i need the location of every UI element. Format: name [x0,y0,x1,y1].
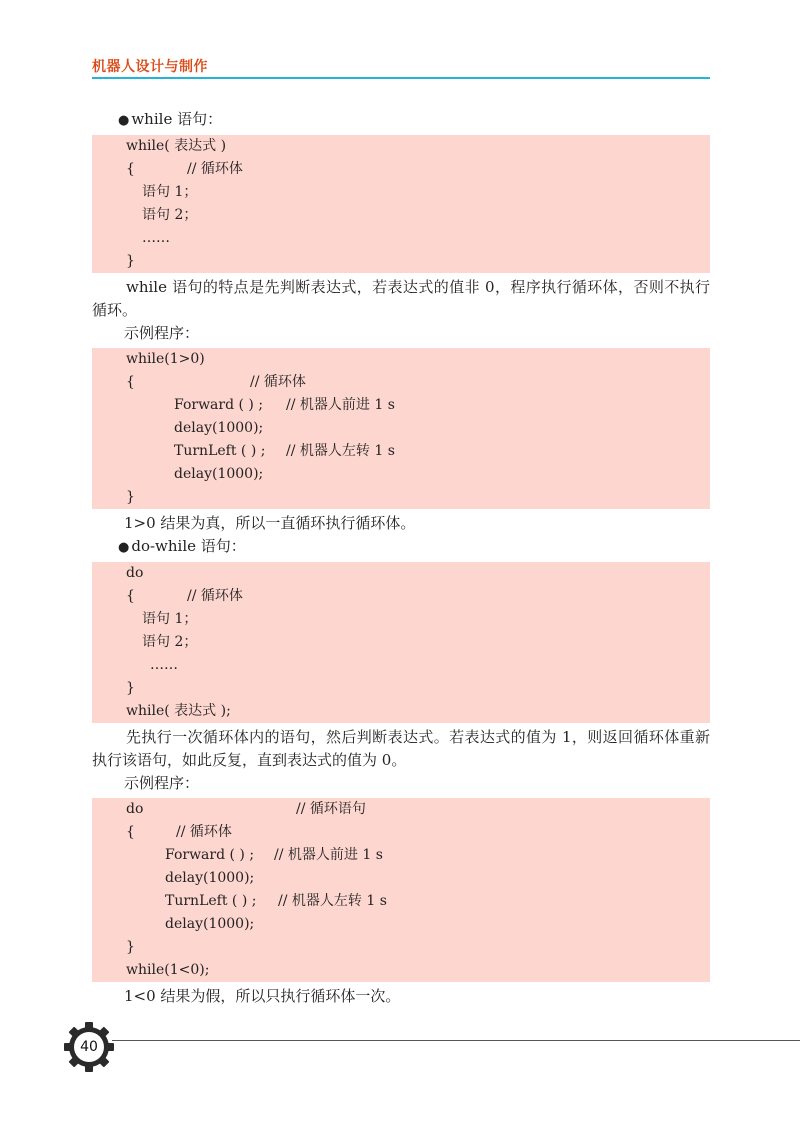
dowhile-heading: ● do-while 语句： [118,537,246,555]
while-heading: ● while 语句： [118,110,223,128]
code-line: while( 表达式 ); [126,703,231,719]
code-line: 语句 1； [142,611,198,627]
while-syntax-block [92,135,710,273]
code-line: do // 循环语句 [92,798,710,821]
code-comment: // 循环语句 [296,801,366,817]
page-content [92,108,710,1008]
code-line: { // 循环体 [92,371,710,394]
code-comment: // 循环体 [187,161,243,177]
page-number: 40 [80,1039,98,1055]
code-line: { // 循环体 [92,821,710,844]
code-line: while(1>0) [126,351,205,367]
code-line: while( 表达式 ) [126,138,227,154]
code-line: delay(1000); [174,466,264,482]
code-line: TurnLeft ( ) ; // 机器人左转 1 s [92,440,710,463]
while-result: 1>0 结果为真，所以一直循环执行循环体。 [124,514,416,532]
code-comment: // 循环体 [176,824,232,840]
code-line: delay(1000); [165,916,255,932]
code-line: while(1<0); [126,962,210,978]
code-line: delay(1000); [165,870,255,886]
code-line: …… [150,657,178,673]
while-description: while 语句的特点是先判断表达式，若表达式的值非 0，程序执行循环体，否则不执行循环。 [92,278,710,319]
code-line: TurnLeft ( ) ; // 机器人左转 1 s [92,890,710,913]
bullet-dot-icon: ● [118,113,130,128]
code-line: } [126,253,135,269]
dowhile-description: 先执行一次循环体内的语句，然后判断表达式。若表达式的值为 1，则返回循环体重新执行该语句，如此反复，直到表达式的值为 0。 [92,728,710,769]
example-label: 示例程序： [124,774,200,792]
code-comment: // 循环体 [187,588,243,604]
code-line: 语句 2； [142,207,198,223]
footer-rule [112,1040,800,1041]
code-line: do [126,565,144,581]
while-example-block [92,348,710,509]
code-line: 语句 1； [142,184,198,200]
dowhile-example-block [92,798,710,982]
dowhile-syntax-block [92,562,710,723]
code-comment: // 机器人左转 1 s [278,893,387,909]
header-rule [92,77,710,79]
code-line: } [126,939,135,955]
code-line: 语句 2； [142,634,198,650]
bullet-dot-icon: ● [118,540,130,555]
code-line: { // 循环体 [92,585,710,608]
code-comment: // 机器人前进 1 s [286,397,395,413]
code-line: { // 循环体 [92,158,710,181]
code-comment: // 机器人左转 1 s [286,443,395,459]
code-line: Forward ( ) ; // 机器人前进 1 s [92,844,710,867]
code-comment: // 机器人前进 1 s [274,847,383,863]
example-label: 示例程序： [124,324,200,342]
running-header-title: 机器人设计与制作 [92,59,208,75]
code-comment: // 循环体 [250,374,306,390]
dowhile-result: 1<0 结果为假，所以只执行循环体一次。 [124,987,401,1005]
code-line: } [126,680,135,696]
code-line: Forward ( ) ; // 机器人前进 1 s [92,394,710,417]
code-line: } [126,489,135,505]
code-line: …… [142,230,170,246]
code-line: delay(1000); [174,420,264,436]
